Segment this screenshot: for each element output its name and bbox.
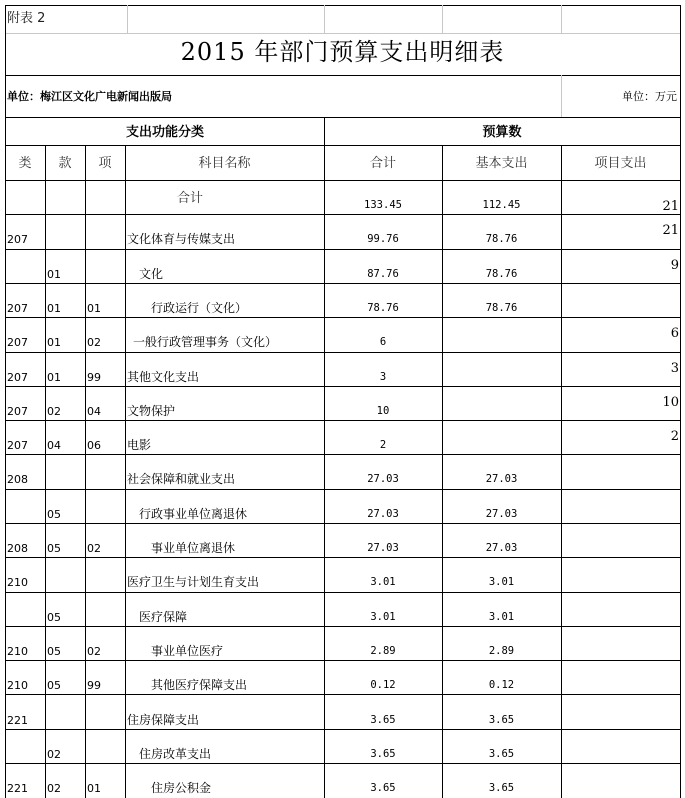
cell-subject: 行政运行（文化） [151,301,248,315]
cell-total: 3.01 [370,576,396,588]
grid-line [85,145,86,798]
cell-kuan: 01 [47,336,61,349]
cell-lei: 207 [7,233,28,246]
grid-line [125,145,126,798]
header-subject: 科目名称 [198,156,251,171]
grid-line [5,33,680,34]
header-function-group: 支出功能分类 [125,125,204,140]
grid-line [324,117,325,798]
grid-line [561,5,562,33]
cell-basic: 78.76 [485,233,518,245]
cell-basic: 78.76 [485,302,518,314]
cell-lei: 210 [7,645,28,658]
cell-total: 133.45 [364,199,402,211]
cell-total: 0.12 [370,679,396,691]
grid-line [5,592,680,593]
grid-line [561,145,562,798]
cell-subject: 文化 [139,267,164,281]
grid-line [5,729,680,730]
cell-lei: 208 [7,542,28,555]
cell-basic: 112.45 [482,199,521,211]
cell-project: 6 [670,326,679,341]
cell-lei: 210 [7,679,28,692]
cell-basic: 3.65 [488,782,515,794]
cell-subject: 其他医疗保障支出 [151,678,248,692]
grid-line [324,5,325,33]
header-basic: 基本支出 [475,156,528,171]
cell-basic: 2.89 [488,645,515,657]
cell-kuan: 05 [47,611,61,624]
cell-kuan: 01 [47,268,61,281]
cell-project: 10 [662,395,679,410]
cell-total: 3.01 [370,611,396,623]
cell-kuan: 04 [47,439,61,452]
grid-line [680,5,681,798]
cell-basic: 78.76 [485,268,518,280]
cell-basic: 0.12 [488,679,515,691]
cell-lei: 207 [7,371,28,384]
page-title: 2015 年部门预算支出明细表 [180,38,505,66]
cell-lei: 221 [7,714,28,727]
grid-line [5,489,680,490]
cell-lei: 210 [7,576,28,589]
cell-subject: 文物保护 [127,404,176,418]
cell-subject: 一般行政管理事务（文化） [133,335,278,349]
cell-total: 10 [376,405,390,417]
cell-lei: 207 [7,405,28,418]
cell-total: 3 [379,371,387,383]
grid-line [5,5,680,6]
cell-subject: 行政事业单位离退休 [139,507,248,521]
cell-total: 3.65 [370,782,396,794]
grid-line [5,5,6,798]
grid-line [5,557,680,558]
grid-line [5,283,680,284]
unit-currency: 单位：万元 [622,90,677,103]
attachment-label: 附表 2 [7,11,46,26]
cell-kuan: 05 [47,645,61,658]
grid-line [561,75,562,117]
grid-line [45,145,46,798]
cell-total: 27.03 [367,473,399,485]
cell-subject: 医疗保障 [139,610,188,624]
cell-lei: 221 [7,782,28,795]
grid-line [5,145,680,146]
cell-xiang: 04 [87,405,101,418]
cell-total: 99.76 [367,233,399,245]
cell-kuan: 01 [47,302,61,315]
cell-kuan: 02 [47,748,61,761]
cell-project: 9 [670,258,679,273]
cell-total: 2 [379,439,387,451]
cell-lei: 208 [7,473,28,486]
grid-line [5,75,680,76]
cell-xiang: 99 [87,679,101,692]
grid-line [5,420,680,421]
cell-subject: 电影 [127,438,152,452]
cell-project: 21 [662,199,679,214]
cell-subject: 合计 [176,191,203,206]
cell-basic: 27.03 [485,542,518,554]
cell-basic: 3.65 [488,714,515,726]
cell-xiang: 01 [87,302,101,315]
cell-total: 87.76 [367,268,399,280]
cell-total: 3.65 [370,748,396,760]
cell-total: 2.89 [370,645,396,657]
grid-line [127,5,128,33]
grid-line [5,626,680,627]
grid-line [5,249,680,250]
cell-subject: 住房改革支出 [139,747,212,761]
header-kuan: 款 [58,156,72,171]
grid-line [5,763,680,764]
cell-subject: 医疗卫生与计划生育支出 [127,575,260,589]
cell-total: 6 [379,336,387,348]
grid-line [5,386,680,387]
cell-subject: 事业单位医疗 [151,644,224,658]
grid-line [5,523,680,524]
grid-line [5,660,680,661]
cell-total: 3.65 [370,714,396,726]
cell-basic: 3.01 [488,611,515,623]
header-xiang: 项 [98,156,112,171]
header-lei: 类 [18,156,32,171]
cell-lei: 207 [7,302,28,315]
grid-line [442,5,443,33]
grid-line [5,454,680,455]
cell-basic: 27.03 [485,508,518,520]
cell-lei: 207 [7,439,28,452]
cell-project: 2 [670,429,679,444]
cell-kuan: 05 [47,508,61,521]
grid-line [5,694,680,695]
cell-kuan: 01 [47,371,61,384]
cell-total: 27.03 [367,542,399,554]
grid-line [5,180,680,181]
cell-kuan: 02 [47,782,61,795]
cell-xiang: 02 [87,645,101,658]
cell-xiang: 06 [87,439,101,452]
cell-xiang: 99 [87,371,101,384]
cell-subject: 文化体育与传媒支出 [127,232,236,246]
cell-subject: 社会保障和就业支出 [127,472,236,486]
grid-line [5,117,680,118]
cell-basic: 3.01 [488,576,515,588]
header-budget-group: 预算数 [482,125,522,140]
cell-kuan: 02 [47,405,61,418]
grid-line [5,317,680,318]
header-project: 项目支出 [594,156,647,171]
cell-total: 27.03 [367,508,399,520]
cell-kuan: 05 [47,679,61,692]
cell-subject: 事业单位离退休 [151,541,236,555]
cell-total: 78.76 [367,302,399,314]
grid-line [5,352,680,353]
cell-project: 3 [670,361,679,376]
cell-kuan: 05 [47,542,61,555]
cell-xiang: 01 [87,782,101,795]
cell-xiang: 02 [87,542,101,555]
cell-basic: 27.03 [485,473,518,485]
cell-subject: 住房公积金 [151,781,212,795]
grid-line [5,214,680,215]
cell-subject: 住房保障支出 [127,713,200,727]
header-total: 合计 [369,156,396,171]
cell-xiang: 02 [87,336,101,349]
unit-organization: 单位：梅江区文化广电新闻出版局 [7,90,172,103]
cell-subject: 其他文化支出 [127,370,200,384]
cell-basic: 3.65 [488,748,515,760]
cell-lei: 207 [7,336,28,349]
cell-project: 21 [662,223,679,238]
